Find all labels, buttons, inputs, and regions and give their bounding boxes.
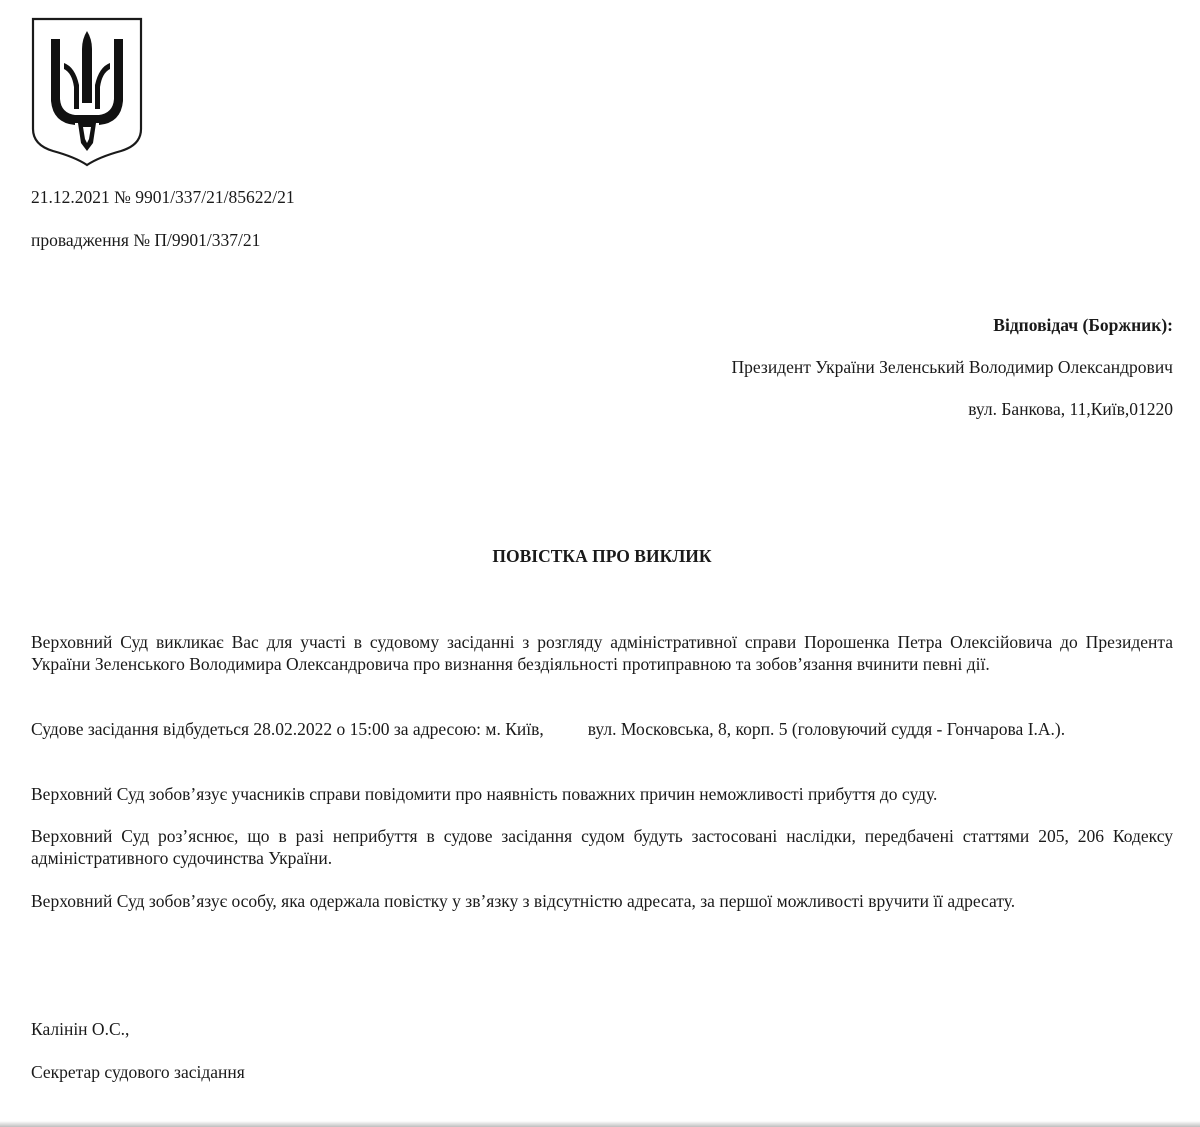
coat-of-arms-trident-icon: [31, 17, 143, 167]
respondent-name: Президент України Зеленський Володимир Олександрович: [731, 357, 1173, 377]
hearing-date-text: Судове засідання відбудеться 28.02.2022 о 15:00 за адресою: м. Київ,: [31, 719, 544, 739]
document-title: ПОВІСТКА ПРО ВИКЛИК: [492, 546, 712, 566]
hearing-address-text: вул. Московська, 8, корп. 5 (головуючий суддя - Гончарова І.А.).: [587, 719, 1066, 739]
page-bottom-edge: [0, 1121, 1200, 1127]
respondent-address: вул. Банкова, 11,Київ,01220: [968, 399, 1173, 419]
body-paragraph-summons: Верховний Суд викликає Вас для участі в судовому засіданні з розгляду адміністративної справи Порошенка Петра Олексійовича до Президента України Зеленського Володимира Олександровича про визнання бездіяльності протиправною та зобов’язання вчинити певні дії.: [31, 632, 1173, 674]
signatory-role: Секретар судового засідання: [31, 1062, 245, 1082]
body-paragraph-consequences: Верховний Суд роз’яснює, що в разі неприбуття в судове засідання судом будуть застосовані наслідки, передбачені статтями 205, 206 Кодексу адміністративного судочинства України.: [31, 826, 1173, 868]
signatory-name: Калінін О.С.,: [31, 1019, 130, 1039]
body-paragraph-hearing: [31, 718, 1173, 740]
body-paragraph-delivery: Верховний Суд зобов’язує особу, яка одержала повістку у зв’язку з відсутністю адресата, за першої можливості вручити її адресату.: [31, 891, 1016, 911]
body-paragraph-notify: Верховний Суд зобов’язує учасників справи повідомити про наявність поважних причин неможливості прибуття до суду.: [31, 784, 938, 804]
proceedings-number: провадження № П/9901/337/21: [31, 230, 261, 250]
respondent-title: Відповідач (Боржник):: [993, 315, 1173, 335]
document-reference-number: 21.12.2021 № 9901/337/21/85622/21: [31, 187, 295, 207]
